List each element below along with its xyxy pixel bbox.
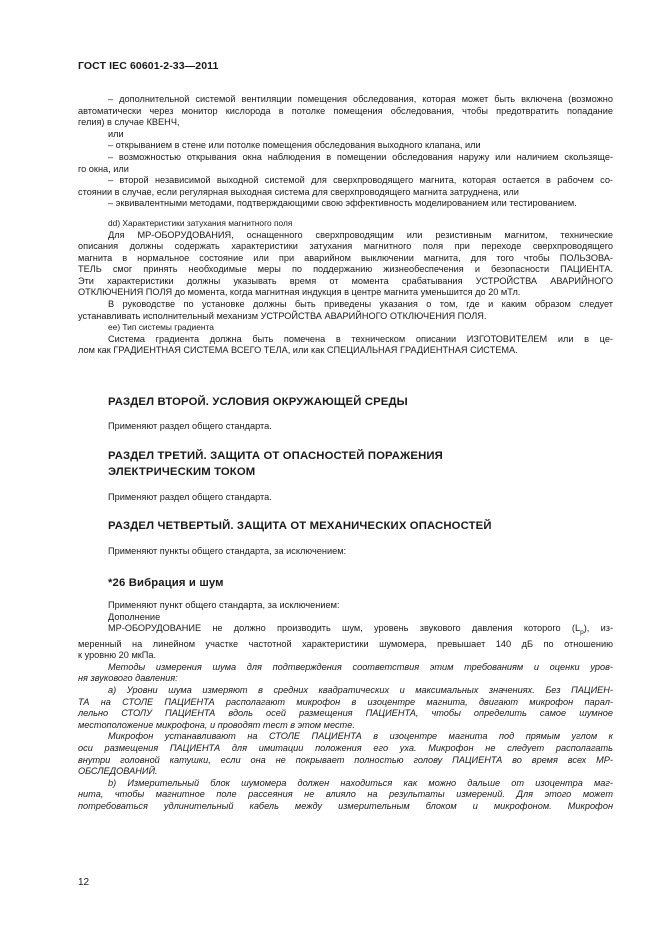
paragraph-line: устанавливать исполнительный механизм УСТРОЙСТВА АВАРИЙНОГО ОТКЛЮЧЕНИЯ ПОЛЯ. bbox=[78, 310, 487, 321]
paragraph-line: a) Уровни шума измеряют в средних квадратических и максимальных значениях. Без ПАЦИЕН- bbox=[108, 684, 613, 695]
paragraph-line: к уровню 20 мкПа. bbox=[78, 650, 157, 661]
paragraph-line: Для МР-ОБОРУДОВАНИЯ, оснащенного сверхпроводящим или резистивным магнитом, технические bbox=[108, 229, 613, 240]
paragraph-line: местоположение микрофона, и проводят тест в этом месте. bbox=[78, 719, 355, 730]
paragraph-line: ТА на СТОЛЕ ПАЦИЕНТА располагают микрофон в изоцентре магнита, двигают микрофон парал- bbox=[78, 696, 613, 707]
noise-limit-text-end: ), из- bbox=[583, 623, 614, 634]
list-item: го окна, или bbox=[78, 163, 129, 174]
section-three-body: Применяют раздел общего стандарта. bbox=[108, 492, 272, 502]
paragraph-line: b) Измерительный блок шумомера должен находиться как можно дальше от изоцентра маг- bbox=[108, 777, 613, 788]
list-item: – открыванием в стене или потолке помещения обследования выходного клапана, или bbox=[108, 140, 481, 151]
list-item: стоянии в случае, если регулярная выходная система для сверхпроводящего магнита затруднена, или bbox=[78, 186, 519, 197]
list-item: – второй независимой выходной системой для сверхпроводящего магнита, которая остается в рабочем со- bbox=[108, 175, 613, 186]
clause-26-body bbox=[78, 600, 613, 813]
paragraph-line: Дополнение bbox=[108, 611, 161, 622]
paragraph-line: ня звукового давления: bbox=[78, 673, 178, 684]
page-number: 12 bbox=[78, 877, 90, 888]
section-three-title-line1: РАЗДЕЛ ТРЕТИЙ. ЗАЩИТА ОТ ОПАСНОСТЕЙ ПОРАЖЕНИЯ bbox=[108, 450, 443, 462]
subclause-heading: ее) Тип системы градиента bbox=[108, 322, 214, 333]
paragraph-line: Методы измерения шума для подтверждения соответствия этим требованиям и оценки уров- bbox=[108, 661, 613, 672]
noise-limit-text: МР-ОБОРУДОВАНИЕ не должно производить шум, уровень звукового давления которого (L bbox=[108, 623, 581, 634]
paragraph-line: Система градиента должна быть помечена в техническом описании ИЗГОТОВИТЕЛЕМ или в це- bbox=[108, 333, 613, 344]
section-two-body: Применяют раздел общего стандарта. bbox=[108, 421, 272, 431]
paragraph-line: лом как ГРАДИЕНТНАЯ СИСТЕМА ВСЕГО ТЕЛА, или как СПЕЦИАЛЬНАЯ ГРАДИЕНТНАЯ СИСТЕМА. bbox=[78, 345, 518, 356]
section-two-title: РАЗДЕЛ ВТОРОЙ. УСЛОВИЯ ОКРУЖАЮЩЕЙ СРЕДЫ bbox=[108, 396, 408, 408]
list-item: – возможностью открывания окна наблюдения в помещении обследования наружу или наличием скользяще- bbox=[108, 151, 613, 162]
paragraph-line: нита, чтобы магнитное поле рассеяния не влияло на результаты измерений. Для этого может bbox=[78, 789, 613, 800]
clause-26-title: *26 Вибрация и шум bbox=[108, 577, 224, 589]
paragraph-line: внутри головной катушки, если она не покрывает полностью голову ПАЦИЕНТА во время всех МР- bbox=[78, 754, 613, 765]
paragraph-line: оси размещения ПАЦИЕНТА для имитации положения его уха. Микрофон не следует располагать bbox=[78, 742, 613, 753]
section-four-title: РАЗДЕЛ ЧЕТВЕРТЫЙ. ЗАЩИТА ОТ МЕХАНИЧЕСКИХ ОПАСНОСТЕЙ bbox=[108, 520, 492, 532]
field-decay-section bbox=[78, 218, 613, 357]
list-item: автоматически через монитор кислорода в потолке помещения обследования, чтобы предотвратить попадание bbox=[78, 105, 613, 116]
list-item: или bbox=[108, 128, 124, 139]
lp-subscript: p bbox=[580, 629, 584, 637]
paragraph-line: потребоваться удлинительный кабель между измерительным блоком и микрофоном. Микрофон bbox=[78, 800, 613, 811]
paragraph-line: магнита в нормальное состояние или при аварийном выключении магнита, для того чтобы ПОЛЬЗОВА- bbox=[78, 252, 613, 263]
paragraph-line: Микрофон устанавливают на СТОЛЕ ПАЦИЕНТА в изоцентре магнита под прямым углом к bbox=[108, 731, 613, 742]
section-four-body: Применяют пункты общего стандарта, за исключением: bbox=[108, 546, 347, 556]
paragraph-line: описания должны содержать характеристики затухания магнитного поля при переходе сверхпроводящего bbox=[78, 241, 613, 252]
paragraph-line: меренный на линейном участке частотной характеристики шумомера, превышает 140 дБ по отношению bbox=[78, 638, 613, 649]
section-three-title-line2: ЭЛЕКТРИЧЕСКИМ ТОКОМ bbox=[108, 466, 256, 478]
list-item: гелия) в случае КВЕНЧ, bbox=[78, 117, 180, 128]
paragraph-line: Эти характеристики должны указывать время от момента срабатывания УСТРОЙСТВА АВАРИЙНОГО bbox=[78, 275, 613, 286]
ventilation-list bbox=[78, 94, 613, 210]
subclause-heading: dd) Характеристики затухания магнитного поля bbox=[108, 218, 293, 228]
paragraph-line: Применяют пункт общего стандарта, за исключением: bbox=[108, 600, 340, 610]
paragraph-line bbox=[78, 623, 613, 638]
paragraph-line: лельно СТОЛУ ПАЦИЕНТА вдоль осей размещения ПАЦИЕНТА, чтобы определить самое шумное bbox=[78, 708, 613, 719]
paragraph-line: ОБСЛЕДОВАНИЙ. bbox=[78, 766, 158, 777]
section-three-title bbox=[108, 448, 443, 480]
paragraph-line: ТЕЛЬ смог принять необходимые меры по поддержанию жизнеобеспечения и безопасности ПАЦИЕНТА. bbox=[78, 264, 613, 275]
paragraph-line: В руководстве по установке должны быть приведены указания о том, где и каким образом следует bbox=[108, 299, 613, 310]
paragraph-line: ОТКЛЮЧЕНИЯ ПОЛЯ до момента, когда магнитная индукция в центре магнита уменьшится до 20 мТл. bbox=[78, 287, 521, 298]
document-header: ГОСТ IEC 60601-2-33—2011 bbox=[78, 60, 219, 72]
list-item: – дополнительной системой вентиляции помещения обследования, которая может быть включена (возможно bbox=[108, 94, 613, 104]
list-item: – эквивалентными методами, подтверждающими свою эффективность моделированием или тестированием. bbox=[108, 198, 577, 209]
